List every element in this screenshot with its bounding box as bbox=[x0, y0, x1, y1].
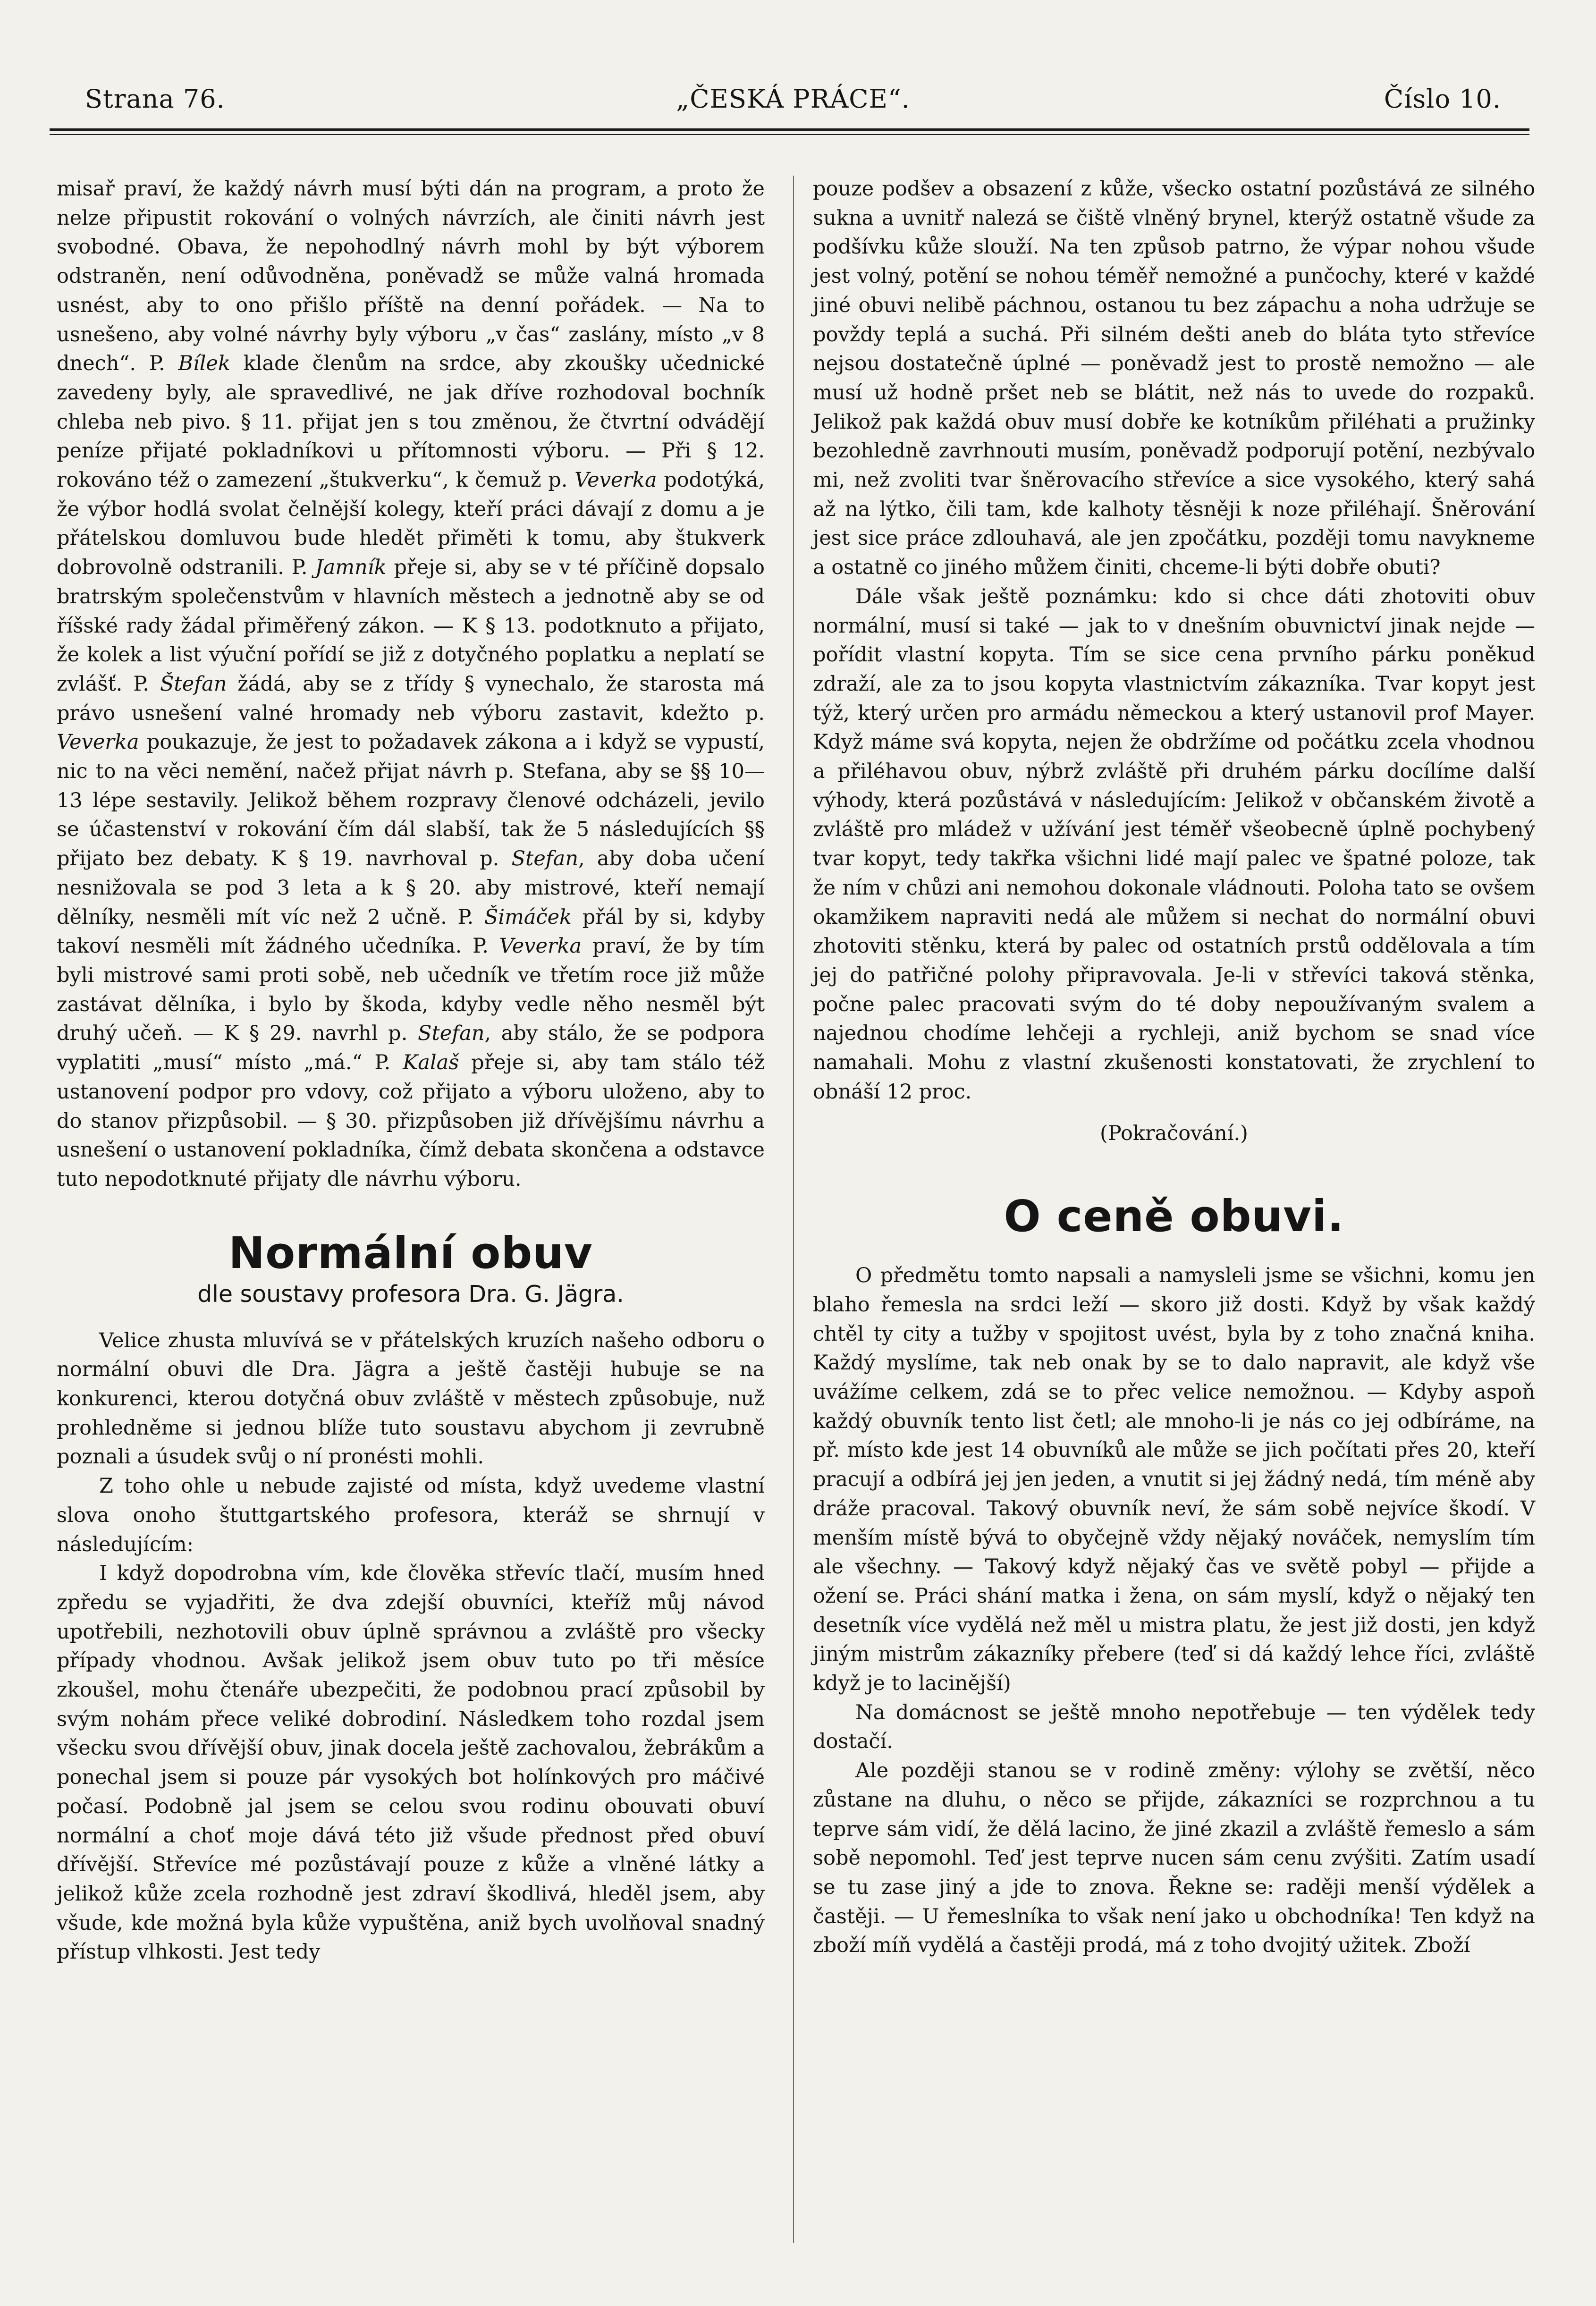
page-number: Strana 76. bbox=[85, 84, 225, 114]
right-column bbox=[813, 175, 1535, 1960]
person-name: Veverka bbox=[57, 730, 139, 754]
person-name: Stefan bbox=[417, 1022, 485, 1046]
paragraph: I když dopodrobna vím, kde člověka střevíc tlačí, musím hned zpředu se vyjadřiti, že dva zdejší obuvníci, kteříž můj návod upotřebili, nezhotovili obuv úplně správnou a zvláště pro všecky případy vhodnou. Avšak jelikož jsem obuv tuto po tři měsíce zkoušel, mohu čtenáře ubezpečiti, že podobnou prací způsobil by svým nohám přece veliké dobrodiní. Následkem toho rozdal jsem všecku svou dřívější obuv, jinak docela ještě zachovalou, žebrákům a ponechal jsem si pouze pár vysokých bot holínkových pro máčivé počasí. Podobně jal jsem se celou svou rodinu obouvati obuví normální a choť moje dává této již všude přednost před obuví dřívější. Střevíce mé pozůstávají pouze z kůže a vlněné látky a jelikož kůže zcela rozhodně jest zdraví škodlivá, hleděl jsem, aby všude, kde možná byla kůže vypuštěna, aniž bych uvolňoval snadný přístup vlhkosti. Jest tedy bbox=[57, 1562, 765, 1964]
paragraph: O předmětu tomto napsali a namysleli jsme se všichni, komu jen blaho řemesla na srdci leží — skoro již dosti. Když by však každý chtěl ty city a tužby v spojitost uvést, byla by z toho značná kniha. Každý myslíme, tak neb onak by se to dalo napravit, ale když vše uvážíme celkem, zdá se to přec velice nemožnou. — Kdyby aspoň každý obuvník tento list četl; ale mnoho-li je nás co jej odbíráme, na př. místo kde jest 14 obuvníků ale může se jich počítati přes 20, kteří pracují a odbírá jej jen jeden, a vnutit si jej žádný nedá, tím méně aby dráže pracoval. Takový obuvník neví, že sám sobě nejvíce škodí. V menším místě bývá to obyčejně vždy nějaký nováček, nemyslím tím ale všechny. — Takový když nějaký čas ve světě pobyl — přijde a ožení se. Práci shání matka i žena, on sám myslí, když o nějaký ten desetník více vydělá než měl u mistra platu, že jest již dosti, jen když jiným mistrům zákazníky přebere (teď si dá každý lehce říci, zvláště když je to lacinější) bbox=[813, 1264, 1535, 1696]
paragraph: Velice zhusta mluvívá se v přátelských kruzích našeho odboru o normální obuvi dle Dra. Jägra a ještě častěji hubuje se na konkurenci, kterou dotyčná obuv zvláště v městech způsobuje, nuž prohledněme si jednou blíže tuto soustavu abychom ji zevrubně poznali a úsudek svůj o ní pronésti mohli. bbox=[57, 1328, 765, 1469]
meeting-report: misař praví, že každý návrh musí býti dán na program, a proto že nelze připustit rokování o volných návrzích, ale činiti návrh jest svobodné. Obava, že nepohodlný návrh mohl by být výborem odstraněn, není odůvodněna, poněvadž se může valná hromada usnést, aby to ono přišlo příště na denní pořádek. — Na to usnešeno, aby volné návrhy byly výboru „v čas“ zaslány, místo „v 8 dnech“. P. Bílek klade členům na srdce, aby zkoušky učednické zavedeny byly, ale spravedlivé, ne jak dříve rozhodoval bochník chleba neb pivo. § 11. přijat jen s tou změnou, že čtvrtní odvádějí peníze přijaté pokladníkovi u přítomnosti výboru. — Při § 12. rokováno též o zamezení „štukverku“, k čemuž p. Veverka podotýká, že výbor hodlá svolat čelnější kolegy, kteří práci dávají z domu a je přátelskou domluvou bude hledět přiměti k tomu, aby štukverk dobrovolně odstranili. P. Jamník přeje si, aby se v té příčině dopsalo bratrským společenstvům v hlavních městech a jednotně aby se od říšské rady žádal přiměřený zákon. — K § 13. podotknuto a přijato, že kolek a list výuční pořídí se již z dotyčného poplatku a neplatí se zvlášť. P. Štefan žádá, aby se z třídy § vynechalo, že starosta má právo usnešení valné hromady neb výboru zastavit, kdežto p. Veverka poukazuje, že jest to požadavek zákona a i když se vypustí, nic to na věci nemění, načež přijat návrh p. Stefana, aby se §§ 10—13 lépe sestavily. Jelikož během rozpravy členové odcházeli, jevilo se účastenství v rokování čím dál slabší, tak že 5 následujících §§ přijato bez debaty. K § 19. navrhoval p. Stefan, aby doba učení nesnižovala se pod 3 leta a k § 20. aby mistrové, kteří nemají dělníky, nesměli mít víc než 2 učně. P. Šimáček přál by si, kdyby takoví nesměli mít žádného učedníka. P. Veverka praví, že by tím byli mistrové sami proti sobě, neb učedník ve třetím roce již může zastávat dělníka, i bylo by škoda, kdyby vedle něho nesměl být druhý učeň. — K § 29. navrhl p. Stefan, aby stálo, že se podpora vyplatiti „musí“ místo „má.“ P. Kalaš přeje si, aby tam stálo též ustanovení podpor pro vdovy, což přijato a výboru uloženo, aby to do stanov přizpůsobil. — § 30. přizpůsoben již dřívějšímu návrhu a usnešení o ustanovení pokladníka, čímž debata skončena a odstavce tuto nepodotknuté přijaty dle návrhu výboru. bbox=[57, 177, 765, 1191]
column-divider bbox=[793, 176, 794, 2243]
paragraph: Ale později stanou se v rodině změny: výlohy se zvětší, něco zůstane na dluhu, o něco se přijde, zákazníci se rozprchnou a tu teprve sám vidí, že dělá lacino, že jiné zkazil a zvláště řemeslo a sám sobě nepomohl. Teď jest teprve nucen sám cenu zvýšiti. Zatím usadí se tu zase jiný a jde to znova. Řekne se: raději menší výdělek a častěji. — U řemeslníka to však není jako u obchodníka! Ten když na zboží míň vydělá a častěji prodá, má z toho dvojitý užitek. Zboží bbox=[813, 1759, 1535, 1958]
person-name: Veverka bbox=[499, 934, 582, 958]
header-rule-thin bbox=[50, 134, 1529, 135]
issue-number: Číslo 10. bbox=[1384, 84, 1501, 114]
journal-title: „ČESKÁ PRÁCE“. bbox=[676, 84, 910, 114]
person-name: Jamník bbox=[315, 556, 387, 580]
person-name: Štefan bbox=[160, 672, 227, 696]
paragraph: Na domácnost se ještě mnoho nepotřebuje — ten výdělek tedy dostačí. bbox=[813, 1700, 1535, 1754]
left-column bbox=[57, 175, 765, 1967]
person-name: Stefan bbox=[511, 847, 579, 871]
page-header bbox=[85, 84, 1501, 127]
paragraph: pouze podšev a obsazení z kůže, všecko ostatní pozůstává ze silného sukna a uvnitř nalezá se čiště vlněný brynel, kterýž ostatně všude za podšívku kůže slouží. Na ten způsob patrno, že výpar nohou všude jest volný, potění se nohou téměř nemožné a punčochy, které v každé jiné obuvi nelibě páchnou, ostanou tu bez zápachu a noha udržuje se povždy teplá a suchá. Při silném dešti aneb do bláta tyto střevíce nejsou dostatečně úplné — poněvadž jest to prostě nemožno — ale musí už hodně pršet neb se blátit, než nás to uvede do rozpaků. Jelikož pak každá obuv musí dobře ke kotníkům přiléhati a pružinky bezohledně zavrhnouti musím, poněvadž podporují potění, nezbývalo mi, než zvoliti tvar šněrovacího střevíce a sice vysokého, který sahá až na lýtko, čili tam, kde kalhoty těsněji k noze přiléhají. Šněrování jest sice práce zdlouhavá, ale jen zpočátku, později tomu navykneme a ostatně co jiného můžem činiti, chceme-li býti dobře obuti? bbox=[813, 177, 1535, 580]
article-title-shoe-price: O ceně obuvi. bbox=[1004, 1191, 1344, 1242]
header-rule bbox=[50, 128, 1529, 131]
person-name: Šimáček bbox=[484, 905, 572, 929]
person-name: Veverka bbox=[574, 468, 657, 492]
paragraph: Z toho ohle u nebude zajisté od místa, když uvedeme vlastní slova onoho štuttgartského profesora, kteráž se shrnují v následujícím: bbox=[57, 1474, 765, 1556]
paragraph: Dále však ještě poznámku: kdo si chce dáti zhotoviti obuv normální, musí si také — jak to v dnešním obuvnictví jinak nejde — pořídit vlastní kopyta. Tím se sice cena prvního párku poněkud zdraží, ale za to jsou kopyta vlastnictvím zákazníka. Tvar kopyt jest týž, který určen pro armádu německou a který ustanovil prof Mayer. Když máme svá kopyta, nejen že obdržíme od počátku zcela vhodnou a přiléhavou obuv, nýbrž zvláště při druhém párku docílíme další výhody, která pozůstává v následujícím: Jelikož v občanském životě a zvláště pro mládež v užívání jest téměř všeobecně úplně pochybený tvar kopyt, tedy takřka všichni lidé mají palec ve špatné poloze, tak že ním v chůzi ani nemohou dokonale vládnouti. Poloha tato se ovšem okamžikem napraviti nedá ale můžem si nechat do normální obuvi zhotoviti stěnku, která by palec od ostatních prstů oddělovala a tím jej do patřičné polohy připravovala. Je-li v střevíci taková stěnka, počne palec pracovati svým do té doby nepoužívaným svalem a najednou chodíme lehčeji a rychleji, aniž bychom se snad více namahali. Mohu z vlastní zkušenosti konstatovati, že zrychlení to obnáší 12 proc. bbox=[813, 584, 1535, 1104]
continued-note: (Pokračování.) bbox=[1100, 1121, 1248, 1145]
article-title-normal-shoes: Normální obuv bbox=[228, 1227, 593, 1278]
article-subtitle: dle soustavy profesora Dra. G. Jägra. bbox=[197, 1280, 624, 1308]
person-name: Kalaš bbox=[403, 1051, 459, 1075]
person-name: Bílek bbox=[178, 352, 230, 376]
